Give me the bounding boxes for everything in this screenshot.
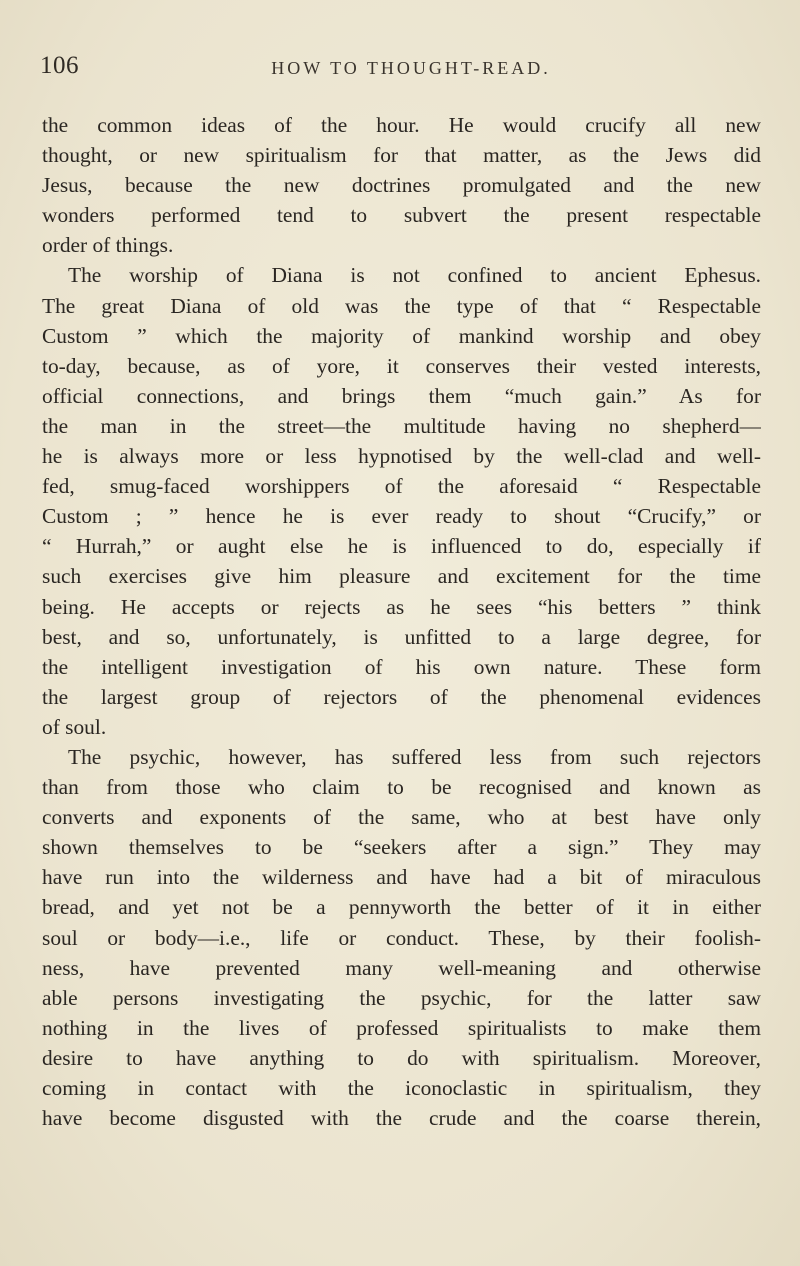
text-line: able persons investigating the psychic, for the latter saw — [42, 985, 761, 1010]
page-header — [40, 52, 760, 82]
text-line: such exercises give him pleasure and excitement for the time — [42, 564, 761, 589]
text-line: being. He accepts or rejects as he sees “his betters ” think — [42, 594, 761, 619]
page-number: 106 — [40, 52, 79, 79]
text-line: best, and so, unfortunately, is unfitted to a large degree, for — [42, 624, 761, 649]
text-line: Jesus, because the new doctrines promulgated and the new — [42, 173, 761, 198]
text-line: official connections, and brings them “much gain.” As for — [42, 383, 761, 408]
text-line: The great Diana of old was the type of that “ Respectable — [42, 293, 761, 318]
text-line: fed, smug-faced worshippers of the aforesaid “ Respectable — [42, 474, 761, 499]
text-line: converts and exponents of the same, who at best have only — [42, 805, 761, 830]
text-line: desire to have anything to do with spiritualism. Moreover, — [42, 1045, 761, 1070]
text-line: have become disgusted with the crude and the coarse therein, — [42, 1106, 761, 1131]
text-line: ness, have prevented many well-meaning and otherwise — [42, 955, 761, 980]
text-line: order of things. — [42, 233, 174, 258]
text-line: the largest group of rejectors of the phenomenal evidences — [42, 684, 761, 709]
text-line: soul or body—i.e., life or conduct. These, by their foolish- — [42, 925, 761, 950]
running-head: HOW TO THOUGHT-READ. — [271, 58, 551, 78]
text-line: the intelligent investigation of his own nature. These form — [42, 654, 761, 679]
text-line: nothing in the lives of professed spiritualists to make them — [42, 1015, 761, 1040]
text-line: The worship of Diana is not confined to ancient Ephesus. — [68, 263, 761, 288]
text-line: to-day, because, as of yore, it conserves their vested interests, — [42, 353, 761, 378]
text-line: he is always more or less hypnotised by the well-clad and well- — [42, 444, 761, 469]
text-line: “ Hurrah,” or aught else he is influenced to do, especially if — [42, 534, 761, 559]
body-text — [42, 110, 761, 1133]
text-line: of soul. — [42, 714, 107, 739]
text-line: The psychic, however, has suffered less from such rejectors — [68, 744, 761, 769]
text-line: Custom ; ” hence he is ever ready to shout “Crucify,” or — [42, 504, 761, 529]
text-line: than from those who claim to be recognised and known as — [42, 775, 761, 800]
text-line: wonders performed tend to subvert the present respectable — [42, 203, 761, 228]
text-line: bread, and yet not be a pennyworth the better of it in either — [42, 895, 761, 920]
text-line: the common ideas of the hour. He would crucify all new — [42, 113, 761, 137]
text-line: thought, or new spiritualism for that matter, as the Jews did — [42, 143, 761, 168]
text-line: Custom ” which the majority of mankind worship and obey — [42, 323, 761, 348]
text-line: shown themselves to be “seekers after a sign.” They may — [42, 835, 761, 860]
text-line: the man in the street—the multitude having no shepherd— — [42, 413, 761, 438]
text-line: have run into the wilderness and have had a bit of miraculous — [42, 865, 761, 890]
text-line: coming in contact with the iconoclastic in spiritualism, they — [42, 1076, 761, 1100]
